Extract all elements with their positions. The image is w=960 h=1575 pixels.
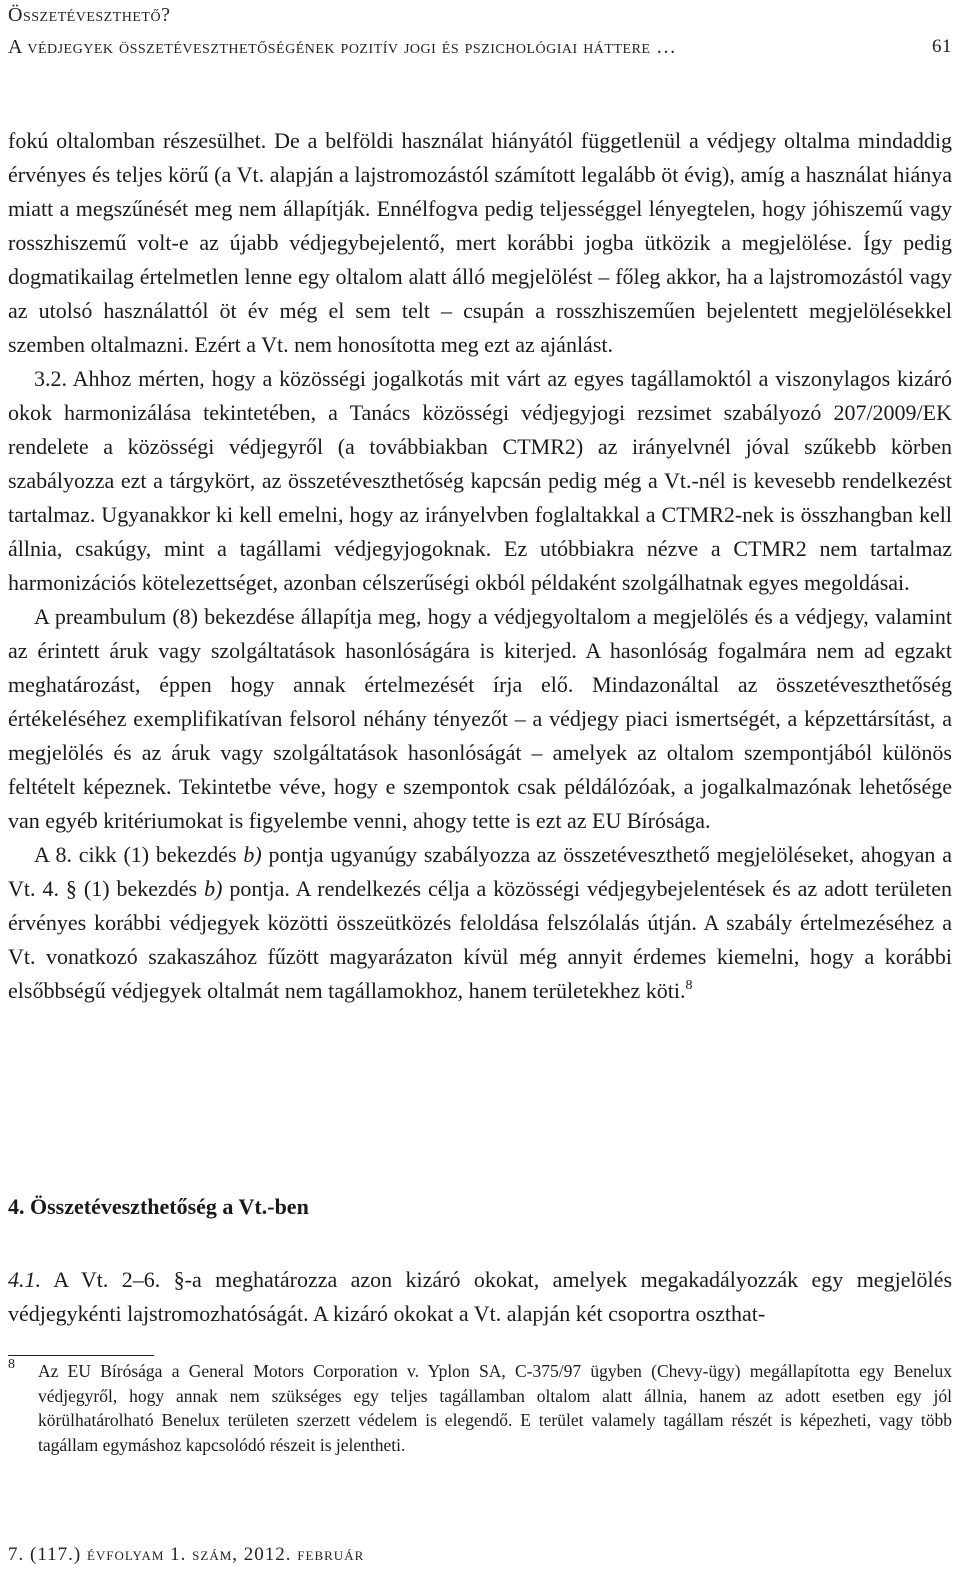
running-head-subtitle [8, 35, 952, 59]
footnote-number: 8 [8, 1357, 15, 1372]
footnote [8, 1359, 952, 1457]
italic-run: b) [204, 876, 223, 901]
text-run: A 8. cikk (1) bekezdés [34, 842, 244, 867]
paragraph-preambulum: A preambulum (8) bekezdése állapítja meg, hogy a védjegyoltalom a megjelölés és a védjegy, valamint az érintett áruk vagy szolgáltatások hasonlóságára is kiterjed. A hasonlóság fogalmára nem ad egzakt meghatározást, éppen hogy annak értelmezését írja elő. Mindazonáltal az összetéveszthetőség értékeléséhez exemplifikatívan felsorol néhány tényezőt – a védjegy piaci ismertségét, a képzettársítást, a megjelölés és az áruk vagy szolgáltatások hasonlóságát – amelyek az oltalom szempontjából különös feltételt képeznek. Tekintetbe véve, hogy e szempontok csak példálózóak, a jogalkalmazónak lehetősége van egyéb kritériumokat is figyelembe venni, ahogy tette is ezt az EU Bírósága. [8, 604, 952, 833]
paragraph-4-1-text: A Vt. 2–6. §-a meghatározza azon kizáró okokat, amelyek megakadályozzák egy megjelölés védjegykénti lajstromozhatóságát. A kizáró okokat a Vt. alapján két csoportra oszthat- [8, 1267, 953, 1326]
footnote-text: Az EU Bírósága a General Motors Corporation v. Yplon SA, C-375/97 ügyben (Chevy-ügy) megállapította egy Benelux védjegyről, hogy annak nem szükséges egy teljes tagállamban oltalom alatt állnia, hanem az adott esetben egy jól körülhatárolható Benelux területen szerzett védelem is elegendő. E terület valamely tagállam részét is képezheti, vagy több tagállam egymáshoz kapcsolódó részeit is jelentheti. [38, 1361, 952, 1455]
running-foot: 7. (117.) évfolyam 1. szám, 2012. február [8, 1544, 365, 1565]
section-heading: 4. Összetéveszthetőség a Vt.-ben [8, 1194, 309, 1219]
section-body [8, 1263, 952, 1331]
paragraph-article-8 [8, 838, 952, 1008]
paragraph-number: 3.2. [34, 366, 67, 391]
paragraph-4-1 [8, 1263, 952, 1331]
running-head-title [8, 3, 952, 27]
paragraph-1: fokú oltalomban részesülhet. De a belföldi használat hiányától függetlenül a védjegy oltalma mindaddig érvényes és teljes körű (a Vt. alapján a lajstromozástól számított legalább öt évig), amíg a használat hiánya miatt a megszűnését meg nem állapítják. Ennélfogva pedig teljességgel lényegtelen, hogy jóhiszemű vagy rosszhiszemű volt-e az újabb védjegybejelentő, mert korábbi jogba ütközik a megjelölése. Így pedig dogmatikailag értelmetlen lenne egy oltalom alatt álló megjelölést – főleg akkor, ha a lajstromozástól vagy az utolsó használattól öt év még el sem telt – csupán a rosszhiszeműen bejelentett megjelölésekkel szemben oltalmazni. Ezért a Vt. nem honosította meg ezt az ajánlást. [8, 128, 952, 357]
running-head-title-text: Összetéveszthető? [8, 4, 171, 26]
italic-run: b) [243, 842, 262, 867]
paragraph-3-2-text: Ahhoz mérten, hogy a közösségi jogalkotás mit várt az egyes tagállamoktól a viszonylagos kizáró okok harmonizálása tekintetében, a Tanács közösségi védjegyjogi rezsimet szabályozó 207/2009/EK rendelete a közösségi védjegyről (a továbbiakban CTMR2) az irányelvnél jóval szűkebb körben szabályozza ezt a tárgykört, az összetéveszthetőség kapcsán pedig még a Vt.-nél is kevesebb rendelkezést tartalmaz. Ugyanakkor ki kell emelni, hogy az irányelvben foglaltakkal a CTMR2-nek is összhangban kell állnia, csakúgy, mint a tagállami védjegyjogoknak. Ez utóbbiakra nézve a CTMR2 nem tartalmaz harmonizációs kötelezettséget, azonban célszerűségi okból példaként szolgálhatnak egyes megoldásai. [8, 366, 952, 595]
footnote-reference[interactable]: 8 [685, 978, 693, 993]
text-run: pontja. A rendelkezés célja a közösségi védjegybejelentések és az adott területen érvényes korábbi védjegyek közötti összeütközés feloldása felszólalás útján. A szabály értelmezéséhez a Vt. vonatkozó szakaszához fűzött magyarázaton kívül még annyit érdemes kiemelni, hogy a korábbi elsőbbségű védjegyek oltalmát nem tagállamokhoz, hanem területekhez köti. [8, 876, 952, 1003]
paragraph-3-2 [8, 362, 952, 600]
running-head-subtitle-text: A védjegyek összetéveszthetőségének pozitív jogi és pszichológiai háttere … [8, 36, 677, 58]
paragraph-number: 4.1. [8, 1267, 41, 1292]
body-text [8, 124, 952, 1008]
footnote-rule [8, 1355, 154, 1356]
text-run: pontja ugyanúgy szabályozza az összetéveszthető megjelöléseket, ahogyan a Vt. 4. § (1) bekezdés [8, 842, 952, 901]
page-number: 61 [932, 36, 952, 57]
